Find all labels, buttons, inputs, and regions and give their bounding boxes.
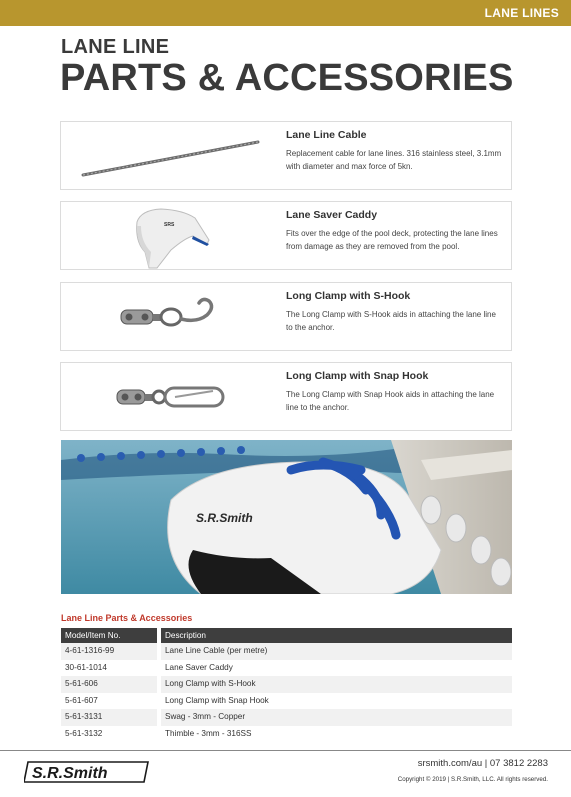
model-cell: 5-61-607: [61, 693, 157, 710]
footer-contact[interactable]: srsmith.com/au | 07 3812 2283: [417, 758, 548, 769]
description-cell: Thimble - 3mm - 316SS: [161, 726, 512, 743]
product-card-s-hook: [60, 282, 512, 351]
table-row: [61, 709, 512, 726]
footer-copyright: Copyright © 2019 | S.R.Smith, LLC. All rights reserved.: [397, 776, 548, 783]
parts-table: [61, 628, 512, 743]
s-hook-image: [61, 283, 281, 350]
top-banner: [0, 0, 571, 26]
table-row: [61, 693, 512, 710]
lane-saver-photo: [61, 440, 512, 594]
column-header: Description: [161, 628, 512, 643]
description-cell: Swag - 3mm - Copper: [161, 709, 512, 726]
model-cell: 5-61-3131: [61, 709, 157, 726]
product-name: Long Clamp with S-Hook: [286, 290, 411, 302]
product-name: Lane Saver Caddy: [286, 209, 378, 221]
table-row: [61, 676, 512, 693]
snap-hook-image: [61, 363, 281, 430]
table-row: [61, 660, 512, 677]
caddy-image: [61, 202, 281, 269]
model-cell: 5-61-3132: [61, 726, 157, 743]
description-cell: Lane Saver Caddy: [161, 660, 512, 677]
model-cell: 30-61-1014: [61, 660, 157, 677]
logo-text: S.R.Smith: [32, 765, 108, 782]
product-card-cable: [60, 121, 512, 190]
description-cell: Long Clamp with Snap Hook: [161, 693, 512, 710]
svg-text:SRS: SRS: [164, 222, 175, 228]
product-description: The Long Clamp with S-Hook aids in attaching the lane line to the anchor.: [286, 310, 496, 332]
footer-divider: [0, 750, 571, 751]
product-card-snap-hook: [60, 362, 512, 431]
product-name: Long Clamp with Snap Hook: [286, 370, 429, 382]
section-label: LANE LINES: [484, 6, 559, 20]
table-row: [61, 643, 512, 660]
column-header: Model/Item No.: [61, 628, 157, 643]
srsmith-logo: [24, 760, 150, 784]
product-name: Lane Line Cable: [286, 129, 367, 141]
cable-image: [61, 122, 281, 189]
page-subtitle: LANE LINE: [61, 36, 170, 58]
product-description: Fits over the edge of the pool deck, protecting the lane lines from damage as they are removed from the pool.: [286, 229, 498, 251]
model-cell: 5-61-606: [61, 676, 157, 693]
product-description: The Long Clamp with Snap Hook aids in attaching the lane line to the anchor.: [286, 390, 495, 412]
description-cell: Long Clamp with S-Hook: [161, 676, 512, 693]
table-title: Lane Line Parts & Accessories: [61, 613, 193, 623]
table-row: [61, 726, 512, 743]
product-description: Replacement cable for lane lines. 316 stainless steel, 3.1mm with diameter and max force of 5kn.: [286, 149, 502, 171]
description-cell: Lane Line Cable (per metre): [161, 643, 512, 660]
table-header-row: [61, 628, 512, 643]
photo-logo-text: S.R.Smith: [196, 511, 253, 525]
model-cell: 4-61-1316-99: [61, 643, 157, 660]
page-title: PARTS & ACCESSORIES: [60, 57, 514, 99]
product-card-caddy: [60, 201, 512, 270]
